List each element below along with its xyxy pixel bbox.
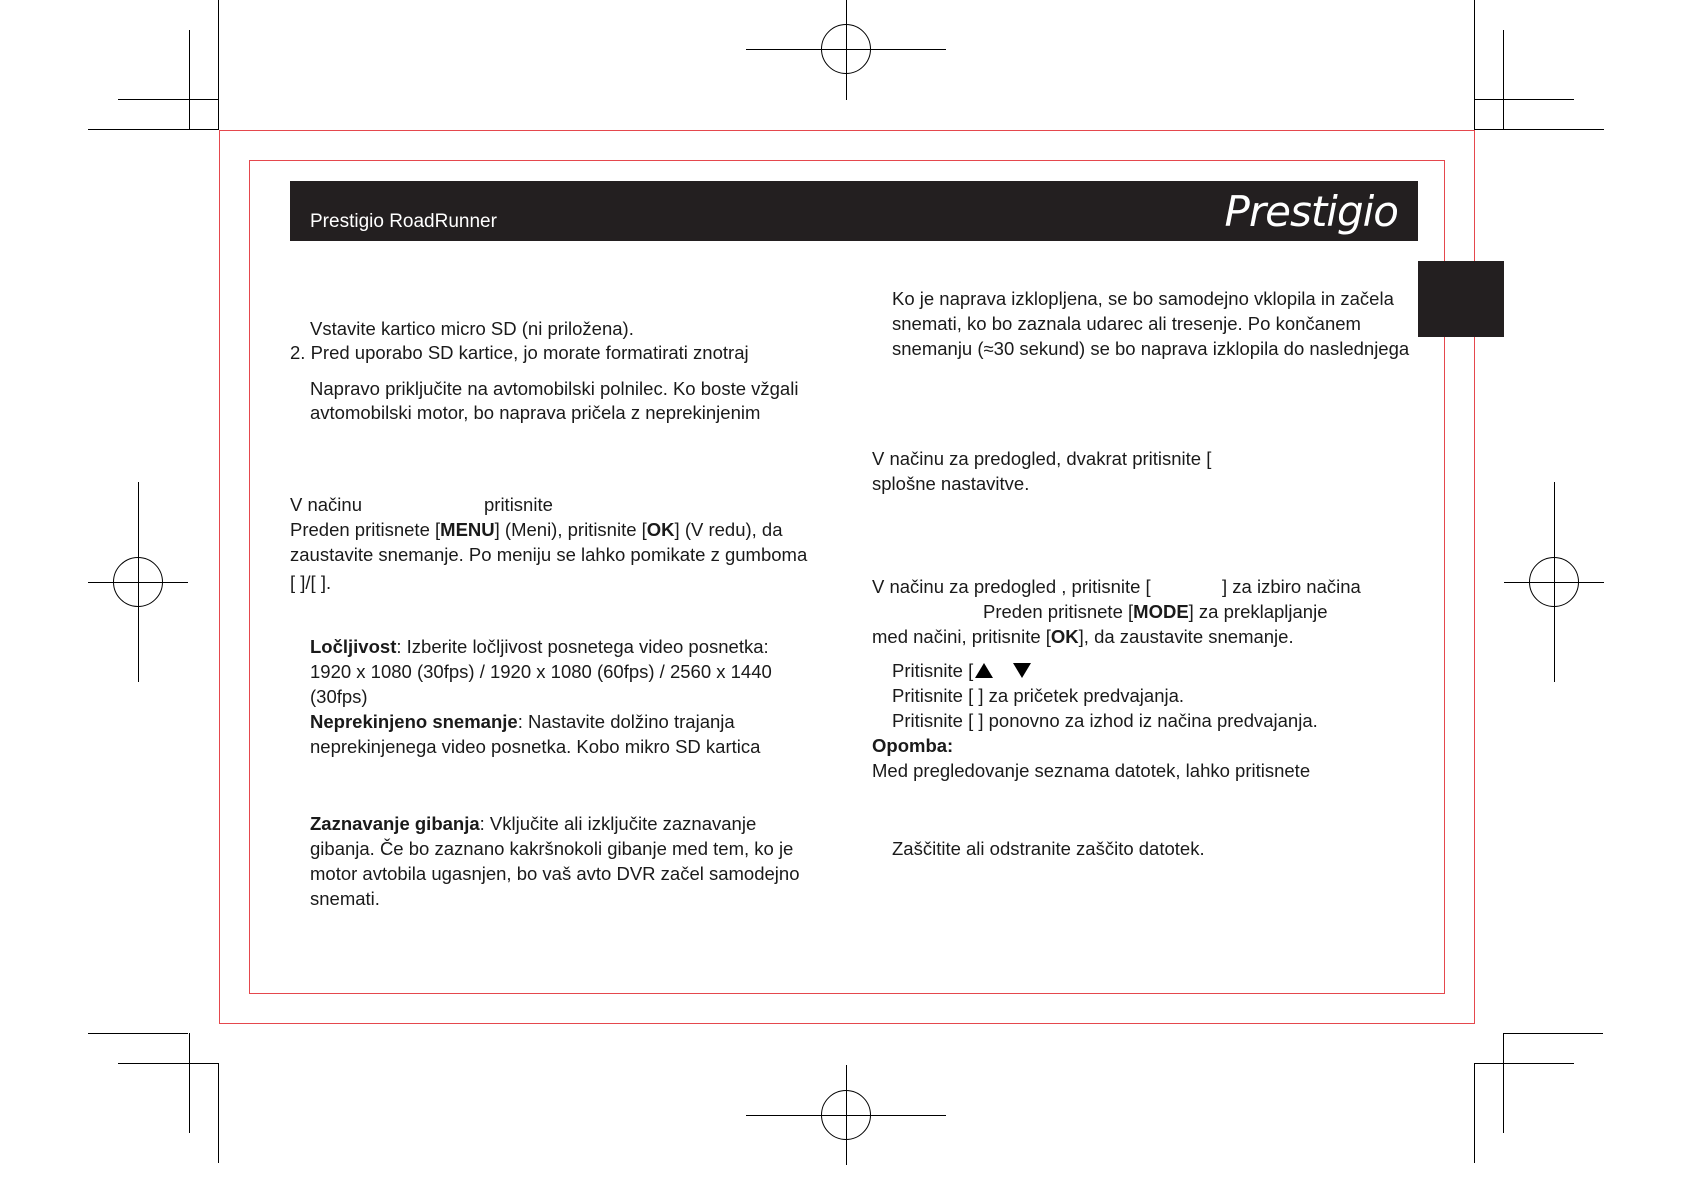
connect-line-2: avtomobilski motor, bo naprava pričela z neprekinjenim bbox=[310, 402, 761, 423]
brand-logo: Prestigio bbox=[1224, 187, 1398, 236]
menu-line-2: Preden pritisnete [MENU] (Meni), pritisnite [OK] (V redu), da bbox=[290, 519, 783, 540]
step-1-text: Vstavite kartico micro SD (ni priložena). bbox=[310, 318, 634, 339]
loop-recording-item: Neprekinjeno snemanje: Nastavite dolžino trajanja bbox=[310, 711, 735, 732]
note-text: Med pregledovanje seznama datotek, lahko pritisnete bbox=[872, 760, 1311, 781]
protect-text: Zaščitite ali odstranite zaščito datotek. bbox=[892, 838, 1205, 859]
settings-line-1: V načinu za predogled, dvakrat pritisnite [ bbox=[872, 448, 1212, 469]
parking-line-2: snemati, ko bo zaznala udarec ali tresenje. Po končanem bbox=[892, 313, 1361, 334]
note-label: Opomba: bbox=[872, 735, 954, 756]
menu-line-3: zaustavite snemanje. Po meniju se lahko pomikate z gumboma bbox=[290, 544, 808, 565]
menu-line-1-a: V načinu bbox=[290, 494, 362, 515]
menu-line-4: [ ]/[ ]. bbox=[290, 572, 332, 593]
resolution-values-2: (30fps) bbox=[310, 686, 368, 707]
motion-detection-line-2: gibanja. Če bo zaznano kakršnokoli gibanje med tem, ko je bbox=[310, 838, 794, 859]
parking-line-1: Ko je naprava izklopljena, se bo samodejno vklopila in začela bbox=[892, 288, 1394, 309]
step-2-text: 2. Pred uporabo SD kartice, jo morate formatirati znotraj bbox=[290, 342, 749, 363]
arrow-down-icon bbox=[1013, 663, 1031, 678]
loop-recording-line-2: neprekinjenega video posnetka. Kobo mikro SD kartica bbox=[310, 736, 761, 757]
press-line-1: Pritisnite [ bbox=[892, 658, 1031, 683]
section-tab bbox=[1418, 261, 1504, 337]
press-line-2: Pritisnite [ ] za pričetek predvajanja. bbox=[892, 685, 1185, 706]
motion-detection-item: Zaznavanje gibanja: Vključite ali izključite zaznavanje bbox=[310, 813, 757, 834]
resolution-values-1: 1920 x 1080 (30fps) / 1920 x 1080 (60fps) / 2560 x 1440 bbox=[310, 661, 772, 682]
press-line-3: Pritisnite [ ] ponovno za izhod iz načina predvajanja. bbox=[892, 710, 1318, 731]
page-header bbox=[290, 181, 1418, 241]
settings-line-2: splošne nastavitve. bbox=[872, 473, 1030, 494]
connect-line-1: Napravo priključite na avtomobilski polnilec. Ko boste vžgali bbox=[310, 378, 799, 399]
motion-detection-line-4: snemati. bbox=[310, 888, 380, 909]
playback-line-1-b: ] za izbiro načina bbox=[1222, 576, 1361, 597]
playback-line-2: Preden pritisnete [MODE] za preklapljanje bbox=[983, 601, 1328, 622]
parking-line-3: snemanju (≈30 sekund) se bo naprava izklopila do naslednjega bbox=[892, 338, 1410, 359]
playback-line-3: med načini, pritisnite [OK], da zaustavite snemanje. bbox=[872, 626, 1294, 647]
product-name: Prestigio RoadRunner bbox=[310, 211, 497, 232]
motion-detection-line-3: motor avtobila ugasnjen, bo vaš avto DVR začel samodejno bbox=[310, 863, 800, 884]
arrow-up-icon bbox=[975, 663, 993, 678]
playback-line-1-a: V načinu za predogled , pritisnite [ bbox=[872, 576, 1151, 597]
menu-line-1-b: pritisnite bbox=[484, 494, 553, 515]
resolution-item: Ločljivost: Izberite ločljivost posnetega video posnetka: bbox=[310, 636, 769, 657]
